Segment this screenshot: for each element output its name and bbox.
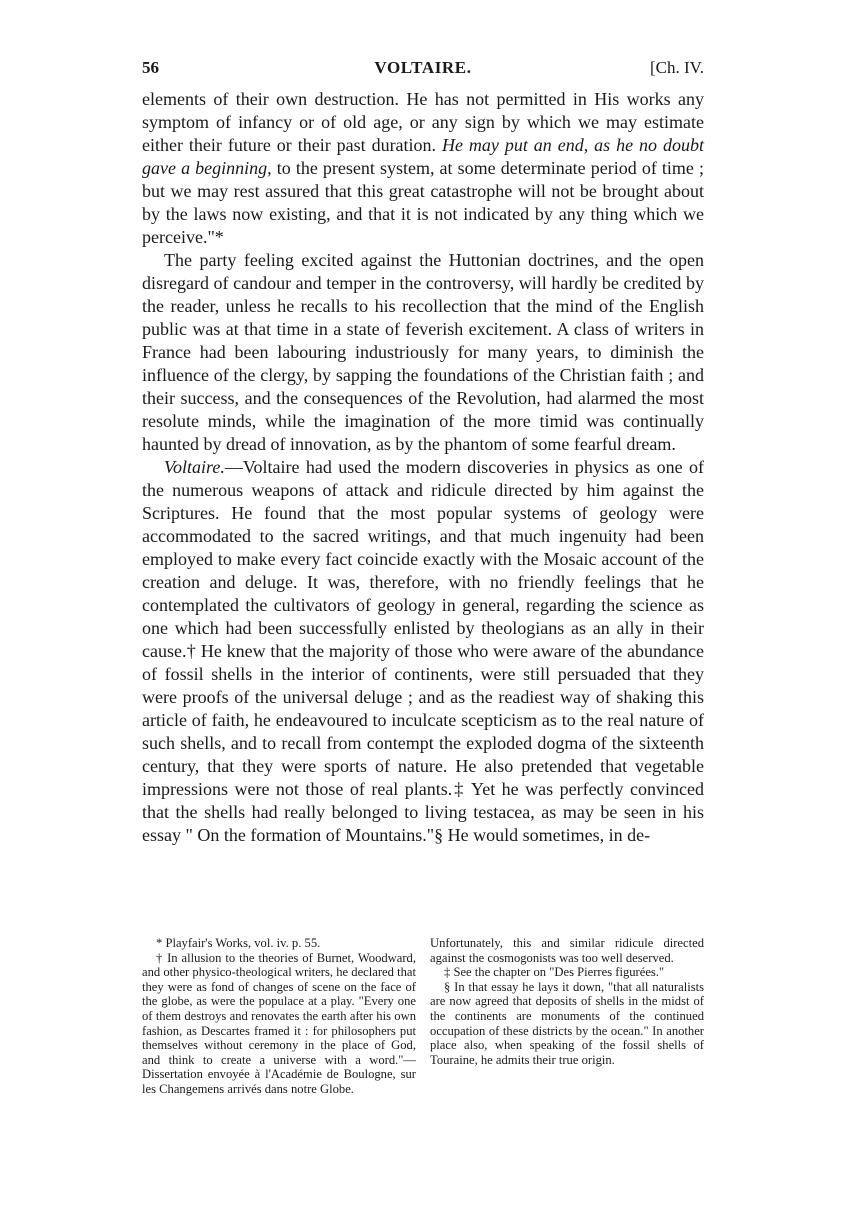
paragraph-voltaire (142, 456, 704, 847)
paragraph-huttonian: The party feeling excited against the Huttonian doctrines, and the open disregard of candour and temper in the controversy, will hardly be credited by the reader, unless he recalls to his recollection that the mind of the English public was at that time in a state of feverish excitement. A class of writers in France had been labouring industriously for many years, to diminish the influence of the clergy, by sapping the foundations of the Christian faith ; and their success, and the consequences of the Revolution, had alarmed the most resolute minds, while the imagination of the more timid was continually haunted by dread of innovation, as by the phantom of some fearful dream. (142, 250, 704, 454)
text-run: to the present system, at some determinate period of time ; but we may rest assured that this great catastrophe will not be brought about by the laws now existing, and that it is not indicated by any thing which we perceive."* (142, 158, 704, 247)
footnote-column-right (430, 936, 704, 1097)
footnote-dagger: † In allusion to the theories of Burnet, Woodward, and other physico-theological writers, he declared that they were as fond of changes of scene on the face of the globe, as were the populace at a play. "Every one of them destroys and renovates the earth after his own fashion, as Descartes framed it : for philosophers put themselves without ceremony in the place of God, and think to create a universe with a word."—Dissertation envoyée à l'Académie de Boulogne, sur les Changemens arrivés dans notre Globe. (142, 950, 416, 1096)
text-run: elements of their own destruction. He has not permitted in His works any symptom of infancy or of old age, or any sign by which we may estimate either their future or their past duration. (142, 89, 704, 155)
section-heading-voltaire: Voltaire. (164, 457, 225, 477)
footnote-column-left (142, 936, 416, 1097)
chapter-reference: [Ch. IV. (650, 58, 704, 77)
running-head (142, 58, 704, 88)
page-number: 56 (142, 58, 159, 77)
running-title: VOLTAIRE. (374, 58, 472, 77)
footnote-star: * Playfair's Works, vol. iv. p. 55. (156, 936, 321, 950)
body-text (142, 88, 704, 847)
text-run: —Voltaire had used the modern discoveries in physics as one of the numerous weapons of attack and ridicule directed by him against the Scriptures. He found that the most popular systems of geology were accommodated to the sacred writings, and that much ingenuity had been employed to make every fact coincide exactly with the Mosaic account of the creation and deluge. It was, therefore, with no friendly feelings that he contemplated the cultivators of geology in general, regarding the science as one which had been successfully enlisted by theologians as an ally in their cause.† He knew that the majority of those who were aware of the abundance of fossil shells in the interior of continents, were still persuaded that they were proofs of the universal deluge ; and as the readiest way of shaking this article of faith, he endeavoured to inculcate scepticism as to the real nature of such shells, and to recall from contempt the exploded dogma of the sixteenth century, that they were sports of nature. He also pretended that vegetable impressions were not those of real plants.‡ Yet he was perfectly convinced that the shells had really belonged to living testacea, as may be seen in his essay " On the formation of Mountains."§ He would sometimes, in de- (142, 457, 704, 845)
book-page (142, 58, 704, 1096)
footnotes (142, 936, 704, 1097)
paragraph-continuation (142, 88, 704, 249)
footnote-double-dagger: ‡ See the chapter on "Des Pierres figurées." (444, 965, 665, 980)
footnote-section: § In that essay he lays it down, "that all naturalists are now agreed that deposits of shells in the midst of the continents are monuments of the continued occupation of these districts by the ocean." In another place also, when speaking of the fossil shells of Touraine, he admits their true origin. (430, 979, 704, 1067)
footnote-dagger-continued: Unfortunately, this and similar ridicule directed against the cosmogonists was too well deserved. (430, 936, 704, 965)
italic-quote: He may put an end, as he no doubt gave a beginning, (142, 135, 704, 178)
